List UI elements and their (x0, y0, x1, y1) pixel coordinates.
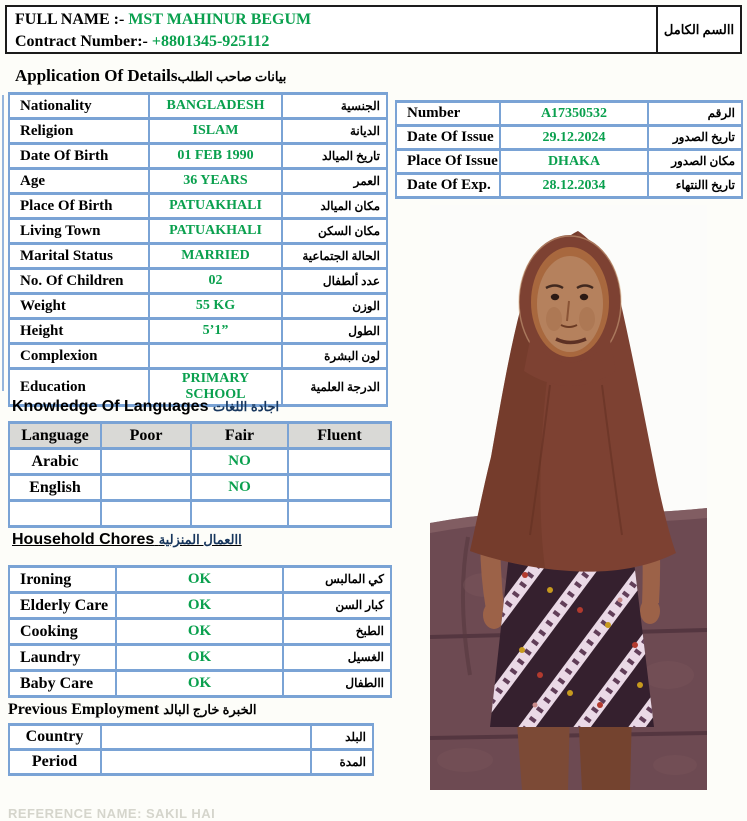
table-row (9, 449, 391, 475)
col-header: Poor (101, 423, 191, 449)
field-arabic: الوزن (282, 294, 387, 319)
employment-value (101, 725, 311, 750)
chore-label: Cooking (9, 619, 116, 645)
application-table (8, 92, 388, 407)
header-left (7, 7, 656, 52)
field-label: Complexion (9, 344, 149, 369)
table-row (9, 475, 391, 501)
field-value: 5’1” (149, 319, 282, 344)
col-header: Language (9, 423, 101, 449)
language-fair: NO (191, 475, 288, 501)
application-section-title (15, 66, 286, 86)
language-name: English (9, 475, 101, 501)
languages-title-en: Knowledge Of Languages (12, 398, 209, 415)
field-value: MARRIED (149, 244, 282, 269)
chore-value: OK (116, 567, 283, 593)
table-row (9, 194, 387, 219)
field-arabic: مكان الصدور (648, 150, 742, 174)
languages-section-title (12, 398, 279, 416)
languages-header-row (9, 423, 391, 449)
applicant-photo (430, 205, 707, 790)
chore-arabic: كي المالبس (283, 567, 391, 593)
language-fluent (288, 449, 391, 475)
col-header: Fair (191, 423, 288, 449)
table-row (396, 102, 742, 126)
field-label: Date Of Issue (396, 126, 500, 150)
field-value: A17350532 (500, 102, 648, 126)
applicant-photo-art (430, 205, 707, 790)
language-poor (101, 449, 191, 475)
table-row (9, 671, 391, 697)
chore-label: Laundry (9, 645, 116, 671)
employment-title-ar: الخبرة خارج البالد (163, 702, 257, 717)
header-arabic-label: االسم الكامل (656, 7, 740, 52)
contract-value: +8801345-925112 (151, 33, 270, 51)
table-row (9, 645, 391, 671)
chore-arabic: الغسيل (283, 645, 391, 671)
table-row (9, 219, 387, 244)
field-value: 55 KG (149, 294, 282, 319)
full-name-line (15, 9, 648, 31)
language-fair: NO (191, 449, 288, 475)
table-row (9, 244, 387, 269)
chore-value: OK (116, 619, 283, 645)
employment-table (8, 723, 374, 776)
contract-label: Contract Number:- (15, 33, 148, 51)
table-row (396, 150, 742, 174)
chores-section-title (12, 531, 242, 549)
field-arabic: عدد ألطفال (282, 269, 387, 294)
table-row (9, 294, 387, 319)
field-arabic: الجنسية (282, 94, 387, 119)
field-value: 01 FEB 1990 (149, 144, 282, 169)
field-label: Date Of Exp. (396, 174, 500, 198)
table-row (9, 344, 387, 369)
table-row (9, 501, 391, 527)
field-value (149, 344, 282, 369)
field-arabic: تاريخ الميالد (282, 144, 387, 169)
field-arabic: الطول (282, 319, 387, 344)
full-name-label: FULL NAME :- (15, 11, 125, 28)
field-arabic: تاريخ الصدور (648, 126, 742, 150)
field-arabic: الدرجة العلمية (282, 369, 387, 406)
field-value: PATUAKHALI (149, 194, 282, 219)
chore-value: OK (116, 645, 283, 671)
field-label: Place Of Birth (9, 194, 149, 219)
field-value: ISLAM (149, 119, 282, 144)
field-value: DHAKA (500, 150, 648, 174)
field-value: 36 YEARS (149, 169, 282, 194)
field-label: Weight (9, 294, 149, 319)
chore-arabic: كبار السن (283, 593, 391, 619)
field-arabic: العمر (282, 169, 387, 194)
full-name-value: MST MAHINUR BEGUM (128, 11, 312, 28)
table-row (9, 269, 387, 294)
table-row (9, 94, 387, 119)
field-arabic: الرقم (648, 102, 742, 126)
employment-arabic: المدة (311, 750, 373, 775)
employment-arabic: البلد (311, 725, 373, 750)
chores-table (8, 565, 392, 698)
table-row (9, 119, 387, 144)
field-label: Education (9, 369, 149, 406)
table-row (9, 169, 387, 194)
language-fair (191, 501, 288, 527)
field-arabic: لون البشرة (282, 344, 387, 369)
chores-title-en: Household Chores (12, 531, 155, 548)
field-value: BANGLADESH (149, 94, 282, 119)
field-label: Marital Status (9, 244, 149, 269)
field-arabic: الديانة (282, 119, 387, 144)
reference-faint-text: REFERENCE NAME: SAKIL HAI (8, 806, 216, 821)
chore-label: Baby Care (9, 671, 116, 697)
chores-title-ar: االعمال المنزلية (158, 532, 242, 547)
table-row (9, 567, 391, 593)
employment-label: Period (9, 750, 101, 775)
field-value: PRIMARY SCHOOL (149, 369, 282, 406)
language-poor (101, 475, 191, 501)
chore-label: Ironing (9, 567, 116, 593)
document-header (5, 5, 742, 54)
language-fluent (288, 475, 391, 501)
chore-label: Elderly Care (9, 593, 116, 619)
chore-arabic: الطبخ (283, 619, 391, 645)
field-value: PATUAKHALI (149, 219, 282, 244)
field-label: Religion (9, 119, 149, 144)
field-value: 28.12.2034 (500, 174, 648, 198)
languages-title-ar: اجادة اللغات (212, 399, 280, 414)
employment-section-title (8, 701, 257, 719)
field-label: Height (9, 319, 149, 344)
chore-value: OK (116, 671, 283, 697)
field-arabic: الحالة الجتماعية (282, 244, 387, 269)
table-row (396, 126, 742, 150)
field-label: Date Of Birth (9, 144, 149, 169)
field-value: 29.12.2024 (500, 126, 648, 150)
table-left-rule (2, 95, 4, 391)
field-label: Number (396, 102, 500, 126)
field-arabic: مكان الميالد (282, 194, 387, 219)
table-row (9, 619, 391, 645)
languages-table (8, 421, 392, 528)
application-title-ar: بيانات صاحب الطلب (177, 69, 287, 84)
field-value: 02 (149, 269, 282, 294)
language-poor (101, 501, 191, 527)
language-name: Arabic (9, 449, 101, 475)
field-arabic: تاريخ االنتهاء (648, 174, 742, 198)
language-name (9, 501, 101, 527)
field-label: Place Of Issue (396, 150, 500, 174)
table-row (9, 750, 373, 775)
employment-label: Country (9, 725, 101, 750)
table-row (396, 174, 742, 198)
field-label: No. Of Children (9, 269, 149, 294)
col-header: Fluent (288, 423, 391, 449)
field-label: Nationality (9, 94, 149, 119)
table-row (9, 144, 387, 169)
table-row (9, 319, 387, 344)
passport-table (395, 100, 743, 199)
table-row (9, 725, 373, 750)
employment-value (101, 750, 311, 775)
field-label: Living Town (9, 219, 149, 244)
field-arabic: مكان السكن (282, 219, 387, 244)
contract-line (15, 31, 648, 53)
language-fluent (288, 501, 391, 527)
table-row (9, 593, 391, 619)
employment-title-en: Previous Employment (8, 701, 160, 718)
chore-arabic: االطفال (283, 671, 391, 697)
application-title-en: Application Of Details (15, 66, 178, 85)
chore-value: OK (116, 593, 283, 619)
field-label: Age (9, 169, 149, 194)
